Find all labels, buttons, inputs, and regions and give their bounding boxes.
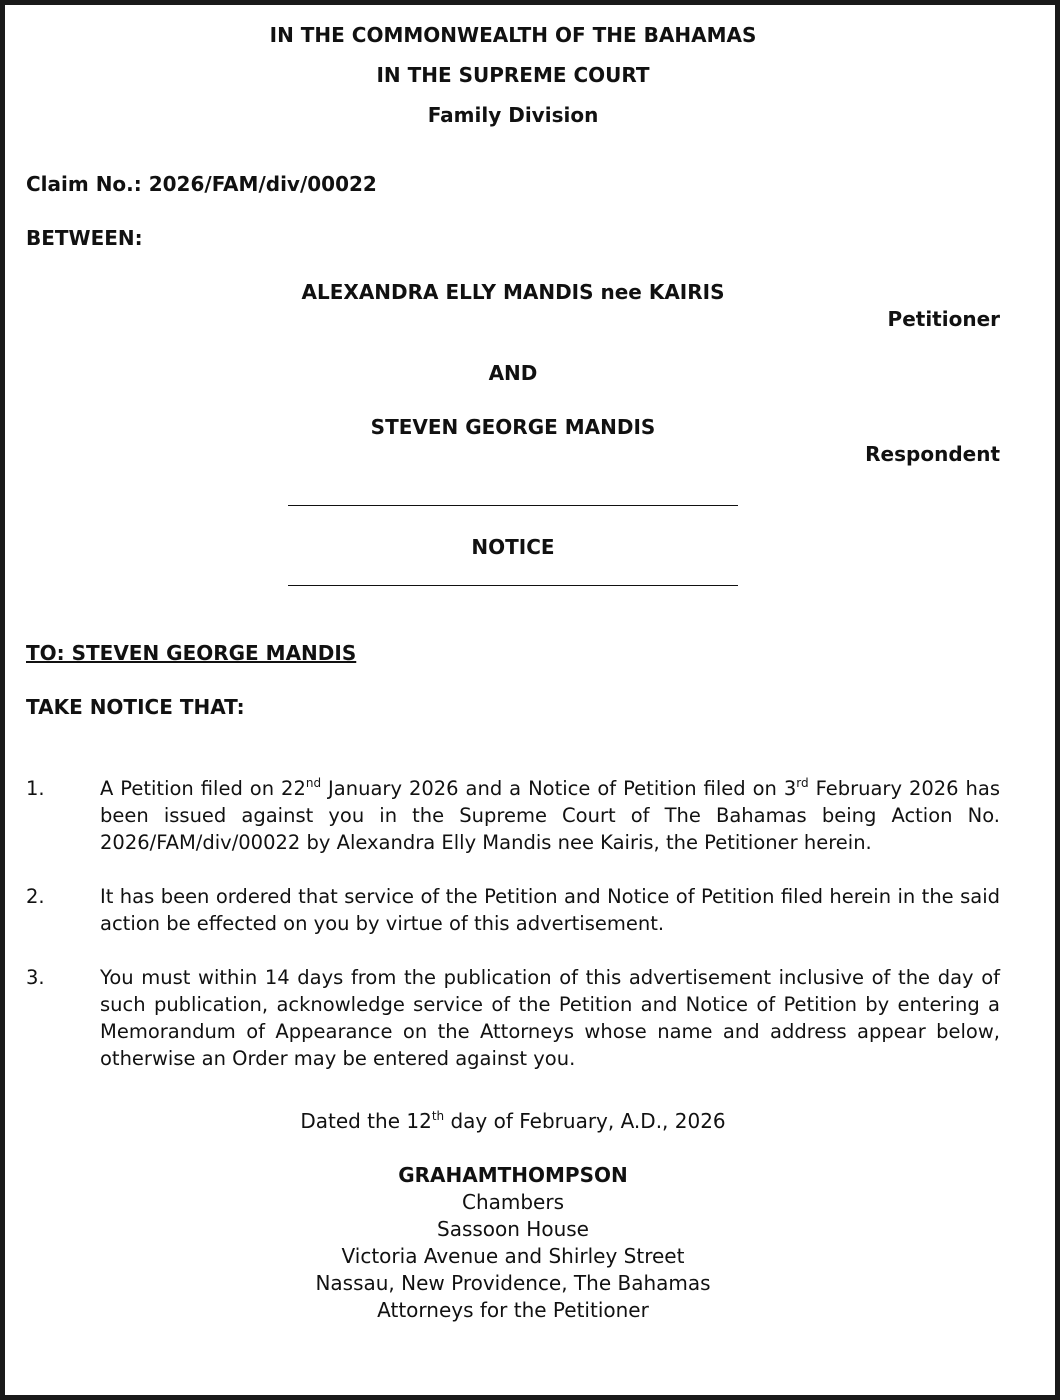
legal-notice-document bbox=[26, 22, 1000, 1324]
notice-title-block bbox=[288, 505, 738, 586]
addressee: TO: STEVEN GEORGE MANDIS bbox=[26, 641, 357, 665]
item-text: It has been ordered that service of the Petition and Notice of Petition filed herein in the said action be effected on you by virtue of this advertisement. bbox=[100, 885, 1000, 935]
item-text: You must within 14 days from the publication of this advertisement inclusive of the day of such publication, acknowledge service of the Petition and Notice of Petition by entering a Memorandum of Appearance on the Attorneys whose name and address appear below, otherwise an Order may be entered against you. bbox=[100, 966, 1000, 1070]
court-division: Family Division bbox=[427, 103, 599, 127]
item-number: 2. bbox=[26, 885, 45, 908]
notice-item bbox=[26, 775, 1000, 856]
take-notice-heading: TAKE NOTICE THAT: bbox=[26, 695, 245, 719]
and-label: AND bbox=[488, 361, 538, 385]
notice-item bbox=[26, 964, 1000, 1072]
firm-address-line: Victoria Avenue and Shirley Street bbox=[341, 1244, 685, 1268]
divider-top bbox=[288, 505, 738, 506]
attorney-block bbox=[26, 1162, 1000, 1324]
dated-line: Dated the 12th day of February, A.D., 2026 bbox=[300, 1109, 726, 1133]
notice-items bbox=[26, 775, 1000, 1072]
item-number: 1. bbox=[26, 777, 45, 800]
firm-name: GRAHAMTHOMPSON bbox=[398, 1163, 628, 1187]
firm-role: Attorneys for the Petitioner bbox=[377, 1298, 649, 1322]
firm-address-line: Nassau, New Providence, The Bahamas bbox=[315, 1271, 711, 1295]
notice-title: NOTICE bbox=[471, 535, 555, 559]
notice-item bbox=[26, 883, 1000, 937]
firm-address-line: Chambers bbox=[461, 1190, 565, 1214]
item-number: 3. bbox=[26, 966, 45, 989]
firm-address-line: Sassoon House bbox=[437, 1217, 589, 1241]
between-label: BETWEEN: bbox=[26, 226, 143, 250]
claim-number: Claim No.: 2026/FAM/div/00022 bbox=[26, 172, 377, 196]
respondent-name: STEVEN GEORGE MANDIS bbox=[370, 415, 656, 439]
petitioner-name: ALEXANDRA ELLY MANDIS nee KAIRIS bbox=[301, 280, 725, 304]
divider-bottom bbox=[288, 585, 738, 586]
respondent-role: Respondent bbox=[865, 442, 1000, 466]
petitioner-role: Petitioner bbox=[887, 307, 1000, 331]
court-name: IN THE SUPREME COURT bbox=[376, 63, 650, 87]
court-jurisdiction: IN THE COMMONWEALTH OF THE BAHAMAS bbox=[269, 23, 757, 47]
item-text: A Petition filed on 22nd January 2026 and a Notice of Petition filed on 3rd February 2026 has been issued against you in the Supreme Court of The Bahamas being Action No. 2026/FAM/div/00022 by Alexandra Elly Mandis nee Kairis, the Petitioner herein. bbox=[100, 776, 1001, 854]
